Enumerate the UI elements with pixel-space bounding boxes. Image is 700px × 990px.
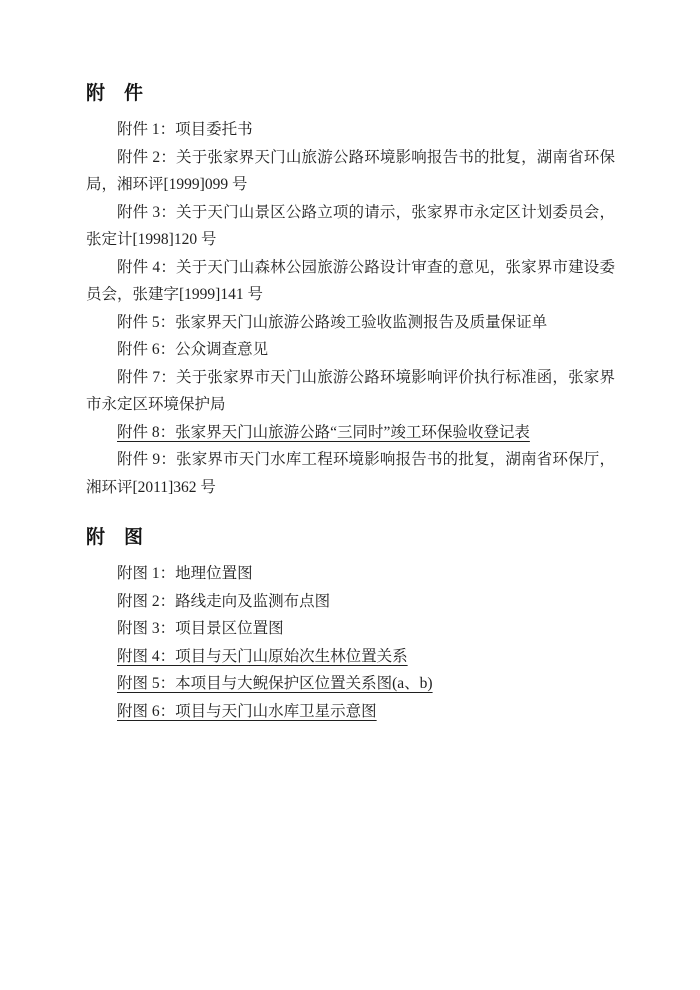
attachment-item-6: 附件 6：公众调查意见 <box>117 341 269 358</box>
figures-section <box>86 527 615 725</box>
figure-item-4: 附图 4：项目与天门山原始次生林位置关系 <box>117 647 408 665</box>
attachment-item-3: 附件 3：关于天门山景区公路立项的请示，张家界市永定区计划委员会，张定计[1998]120 号 <box>86 203 615 248</box>
figure-item-5: 附图 5：本项目与大鲵保护区位置关系图(a、b) <box>117 675 433 692</box>
figure-item-2: 附图 2：路线走向及监测布点图 <box>117 592 331 610</box>
attachment-item-1: 附件 1：项目委托书 <box>117 121 253 138</box>
figure-item-6: 附图 6：项目与天门山水库卫星示意图 <box>117 702 377 720</box>
attachment-item-2: 附件 2：关于张家界天门山旅游公路环境影响报告书的批复，湖南省环保局，湘环评[1999]099 号 <box>86 148 615 193</box>
attachment-item-9: 附件 9：张家界市天门水库工程环境影响报告书的批复，湖南省环保厅，湘环评[2011]362 号 <box>86 451 615 496</box>
attachments-section <box>86 83 615 501</box>
attachment-item-4: 附件 4：关于天门山森林公园旅游公路设计审查的意见，张家界市建设委员会，张建字[1999]141 号 <box>86 258 615 303</box>
attachments-heading: 附 件 <box>86 83 144 104</box>
figure-item-3: 附图 3：项目景区位置图 <box>117 620 284 637</box>
figure-item-1: 附图 1：地理位置图 <box>117 565 253 582</box>
figures-heading: 附 图 <box>86 527 144 548</box>
attachment-item-5: 附件 5：张家界天门山旅游公路竣工验收监测报告及质量保证单 <box>117 313 548 331</box>
attachment-item-7: 附件 7：关于张家界市天门山旅游公路环境影响评价执行标准函，张家界市永定区环境保护局 <box>86 368 615 413</box>
attachment-item-8: 附件 8：张家界天门山旅游公路“三同时”竣工环保验收登记表 <box>117 423 530 441</box>
